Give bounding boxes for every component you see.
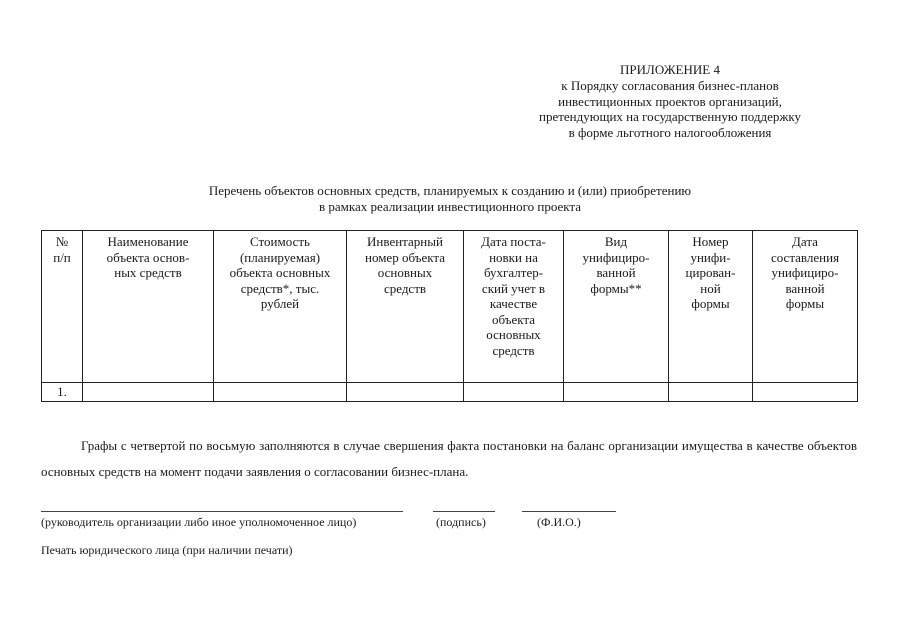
column-header-line: объекта основ- [106, 249, 190, 265]
column-header-line: ванной [596, 265, 636, 280]
column-header [83, 231, 214, 383]
column-header-line: бухгалтер- [483, 265, 544, 280]
appendix-caption-line: к Порядку согласования бизнес-планов [561, 77, 779, 93]
column-header-line: средств*, тыс. [240, 280, 320, 296]
appendix-number: ПРИЛОЖЕНИЕ 4 [620, 62, 720, 77]
column-header-line: ных средств [114, 265, 182, 280]
table-cell [564, 383, 669, 402]
column-header [214, 231, 347, 383]
column-header-line: ский учет в [481, 280, 546, 296]
table-row [42, 383, 858, 402]
document-title-line: в рамках реализации инвестиционного проекта [318, 199, 581, 214]
column-header [42, 231, 83, 383]
column-header [464, 231, 564, 383]
appendix-caption-line: инвестиционных проектов организаций, [558, 93, 782, 109]
column-header [669, 231, 753, 383]
table-cell [214, 383, 347, 402]
column-header-line: унифи- [690, 249, 731, 265]
column-header-line: составления [770, 249, 840, 265]
column-header-line: Наименование [107, 234, 189, 249]
column-header-line: номер объекта [365, 249, 445, 265]
table-cell [464, 383, 564, 402]
column-header-line: Дата [792, 234, 818, 249]
table-cell [753, 383, 858, 402]
column-header-line: ной [700, 280, 721, 296]
table-cell [669, 383, 753, 402]
appendix-header [480, 62, 860, 141]
column-header-line: основных [486, 327, 541, 342]
column-header-line: формы** [590, 280, 642, 296]
column-header-line: объекта основных [229, 265, 331, 280]
column-header-line: (планируемая) [239, 249, 321, 265]
column-header-line: цирован- [685, 265, 736, 280]
fixed-assets-table [41, 230, 858, 402]
column-header-line: основных [377, 265, 433, 280]
stamp-note: Печать юридического лица (при наличии печати) [41, 543, 293, 557]
column-header [564, 231, 669, 383]
signature-line [433, 511, 495, 512]
column-header-line: Вид [604, 234, 628, 249]
row-number-cell: 1. [42, 383, 83, 402]
column-header-line: Стоимость [250, 234, 310, 249]
signature-label: (подпись) [436, 515, 486, 529]
appendix-caption-line: в форме льготного налогообложения [568, 125, 772, 141]
column-header-line: качестве [489, 296, 538, 311]
column-header-line: п/п [53, 249, 71, 265]
column-header-line: новки на [489, 249, 538, 265]
head-signature-label: (руководитель организации либо иное уполномоченное лицо) [41, 515, 357, 529]
column-header-line: № [55, 234, 69, 249]
document-title [100, 183, 800, 215]
column-header-line: унифициро- [771, 265, 839, 280]
column-header-line: ванной [785, 280, 825, 296]
column-header-line: формы [691, 296, 730, 311]
name-label: (Ф.И.О.) [537, 515, 581, 529]
column-header-line: средств [383, 280, 427, 296]
appendix-caption-line: претендующих на государственную поддержку [538, 109, 801, 125]
footnote-paragraph: Графы с четвертой по восьмую заполняются в случае свершения факта постановки на баланс организации имущества в качестве объектов основных средств на момент подачи заявления о согласовании бизнес-плана. [41, 438, 857, 479]
column-header-line: объекта [491, 311, 536, 327]
column-header-line: формы [785, 296, 825, 311]
table-cell [83, 383, 214, 402]
head-signature-line [41, 511, 403, 512]
table-body [42, 383, 858, 402]
column-header [753, 231, 858, 383]
column-header-line: средств [492, 342, 535, 358]
column-header-line: Инвентарный [367, 234, 443, 249]
table-cell [347, 383, 464, 402]
name-line [522, 511, 616, 512]
column-header-line: Дата поста- [481, 234, 546, 249]
document-title-line: Перечень объектов основных средств, планируемых к созданию и (или) приобретению [208, 183, 692, 198]
column-header-line: рублей [260, 296, 300, 311]
column-header-line: унифициро- [582, 249, 650, 265]
column-header [347, 231, 464, 383]
column-header-line: Номер [692, 234, 729, 249]
table-header-row [42, 231, 858, 383]
